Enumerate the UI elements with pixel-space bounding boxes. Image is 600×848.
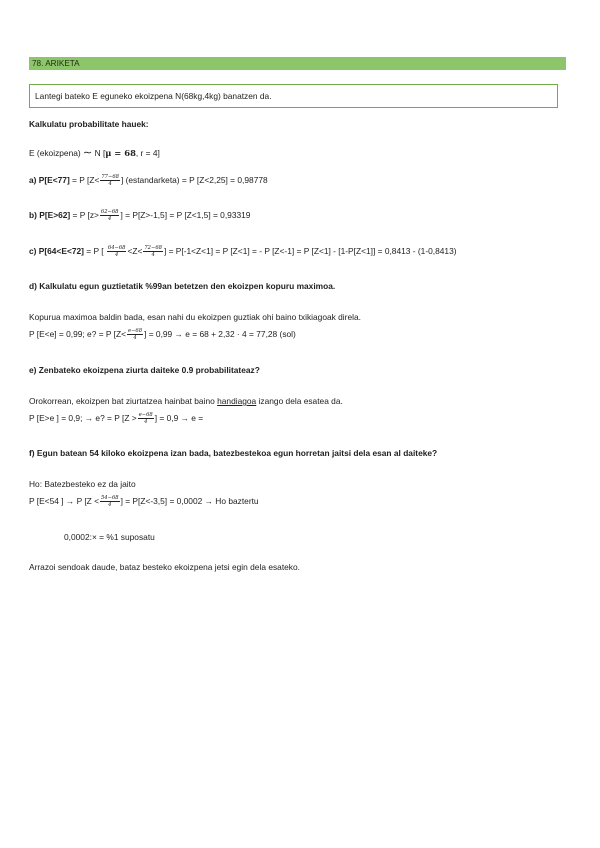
dist-tilde: ∼ <box>83 147 93 159</box>
part-f-denominator: 4 <box>108 502 112 509</box>
part-f-note: 0,0002:× = %1 suposatu <box>64 532 155 542</box>
intro-text: Kalkulatu probabilitate hauek: <box>29 119 149 129</box>
part-f-question-line <box>29 447 437 459</box>
part-c-label: c) P[64<E<72] <box>29 246 84 256</box>
part-d-fraction <box>127 328 143 341</box>
part-b-label: b) P[E>62] <box>29 210 71 220</box>
part-e-explanation-post: izango dela esatea da. <box>256 396 343 406</box>
part-f-post: ] = P[Z<-3,5] = 0,0002 → Ho baztertu <box>120 496 259 506</box>
part-b-numerator: 62−68 <box>100 209 119 216</box>
part-a-pre: = P [Z< <box>69 175 100 185</box>
part-a-numerator: 77−68 <box>101 174 119 181</box>
part-f-hypothesis-line <box>29 478 136 490</box>
part-d-pre: P [E<e] = 0,99; e? = P [Z< <box>29 329 127 339</box>
part-f-conclusion-line <box>29 561 300 573</box>
part-f-hypothesis: Ho: Batezbesteko ez da jaito <box>29 479 136 489</box>
part-d-numerator: e−68 <box>128 328 143 335</box>
part-f-question: f) Egun batean 54 kiloko ekoizpena izan bada, batezbestekoa egun horretan jaitsi dela esan al daiteke? <box>29 448 438 458</box>
dist-mu: μ = 68 <box>105 148 136 158</box>
part-f-numerator: 54−68 <box>101 495 119 502</box>
part-a-post: ] (estandarketa) = P [Z<2,25] = 0,98778 <box>120 175 268 185</box>
part-b-post: ] = P[Z>-1,5] = P [Z<1,5] = 0,93319 <box>120 210 251 220</box>
part-e-explanation-pre: Orokorrean, ekoizpen bat ziurtatzea hainbat baino <box>29 396 218 406</box>
part-e-numerator: e−68 <box>138 412 153 419</box>
part-c-denominator-1: 4 <box>115 252 119 259</box>
part-b-line <box>29 209 250 222</box>
part-c-fraction-1 <box>107 245 127 258</box>
part-c-denominator-2: 4 <box>151 252 155 259</box>
part-c-line <box>29 245 457 258</box>
part-e-denominator: 4 <box>144 419 148 426</box>
problem-statement-box <box>29 84 558 108</box>
part-c-post: ] = P[-1<Z<1] = P [Z<1] = - P [Z<-1] = P [Z<1] - [1-P[Z<1]] = 0,8413 - (1-0,8413) <box>163 246 457 256</box>
part-e-post: ] = 0,9 → e = <box>154 413 204 423</box>
part-c-numerator-1: 64−68 <box>107 245 126 252</box>
part-c-pre: = P [ <box>83 246 106 256</box>
part-a-denominator: 4 <box>108 181 112 188</box>
part-a-label: a) P[E<77] <box>29 175 70 185</box>
part-d-explanation: Kopurua maximoa baldin bada, esan nahi du ekoizpen guztiak ohi baino txikiagoak direla. <box>29 312 361 322</box>
part-f-fraction <box>100 495 120 508</box>
part-c-numerator-2: 72−68 <box>144 245 162 252</box>
part-e-explanation-underlined: handiagoa <box>217 396 257 406</box>
part-f-calc-line <box>29 495 259 508</box>
part-a-line <box>29 174 268 187</box>
dist-lhs: E (ekoizpena) <box>29 148 81 158</box>
part-d-calc-line <box>29 328 296 341</box>
part-e-explanation-line <box>29 395 343 407</box>
part-f-conclusion: Arrazoi sendoak daude, bataz besteko ekoizpena jetsi egin dela esateko. <box>29 562 300 572</box>
part-e-question-line <box>29 364 260 376</box>
part-e-pre: P [E>e ] = 0,9; → e? = P [Z > <box>29 413 137 423</box>
part-e-question: e) Zenbateko ekoizpena ziurta daiteke 0.9 probabilitateaz? <box>29 365 260 375</box>
part-d-question-line <box>29 280 335 292</box>
part-b-denominator: 4 <box>108 216 112 223</box>
part-d-explanation-line <box>29 311 361 323</box>
exercise-header <box>29 57 566 70</box>
part-d-post: ] = 0,99 → e = 68 + 2,32 · 4 = 77,28 (sol) <box>144 329 296 339</box>
part-e-fraction <box>138 412 154 425</box>
part-c-fraction-2 <box>143 245 163 258</box>
part-b-fraction <box>100 209 120 222</box>
part-f-pre: P [E<54 ] → P [Z < <box>29 496 99 506</box>
intro-line <box>29 118 149 130</box>
exercise-title: 78. ARIKETA <box>32 59 80 68</box>
part-b-pre: = P [z> <box>70 210 99 220</box>
part-c-mid: <Z< <box>127 246 143 256</box>
dist-rest: , r = 4] <box>135 148 160 158</box>
problem-statement: Lantegi bateko E eguneko ekoizpena N(68kg,4kg) banatzen da. <box>35 91 272 101</box>
part-d-question: d) Kalkulatu egun guztietatik %99an betetzen den ekoizpen kopuru maximoa. <box>29 281 336 291</box>
dist-n-open: N [ <box>94 148 106 158</box>
distribution-line <box>29 147 160 159</box>
part-a-fraction <box>100 174 120 187</box>
part-e-calc-line <box>29 412 203 425</box>
part-f-note-line <box>64 531 155 543</box>
part-d-denominator: 4 <box>133 335 137 342</box>
